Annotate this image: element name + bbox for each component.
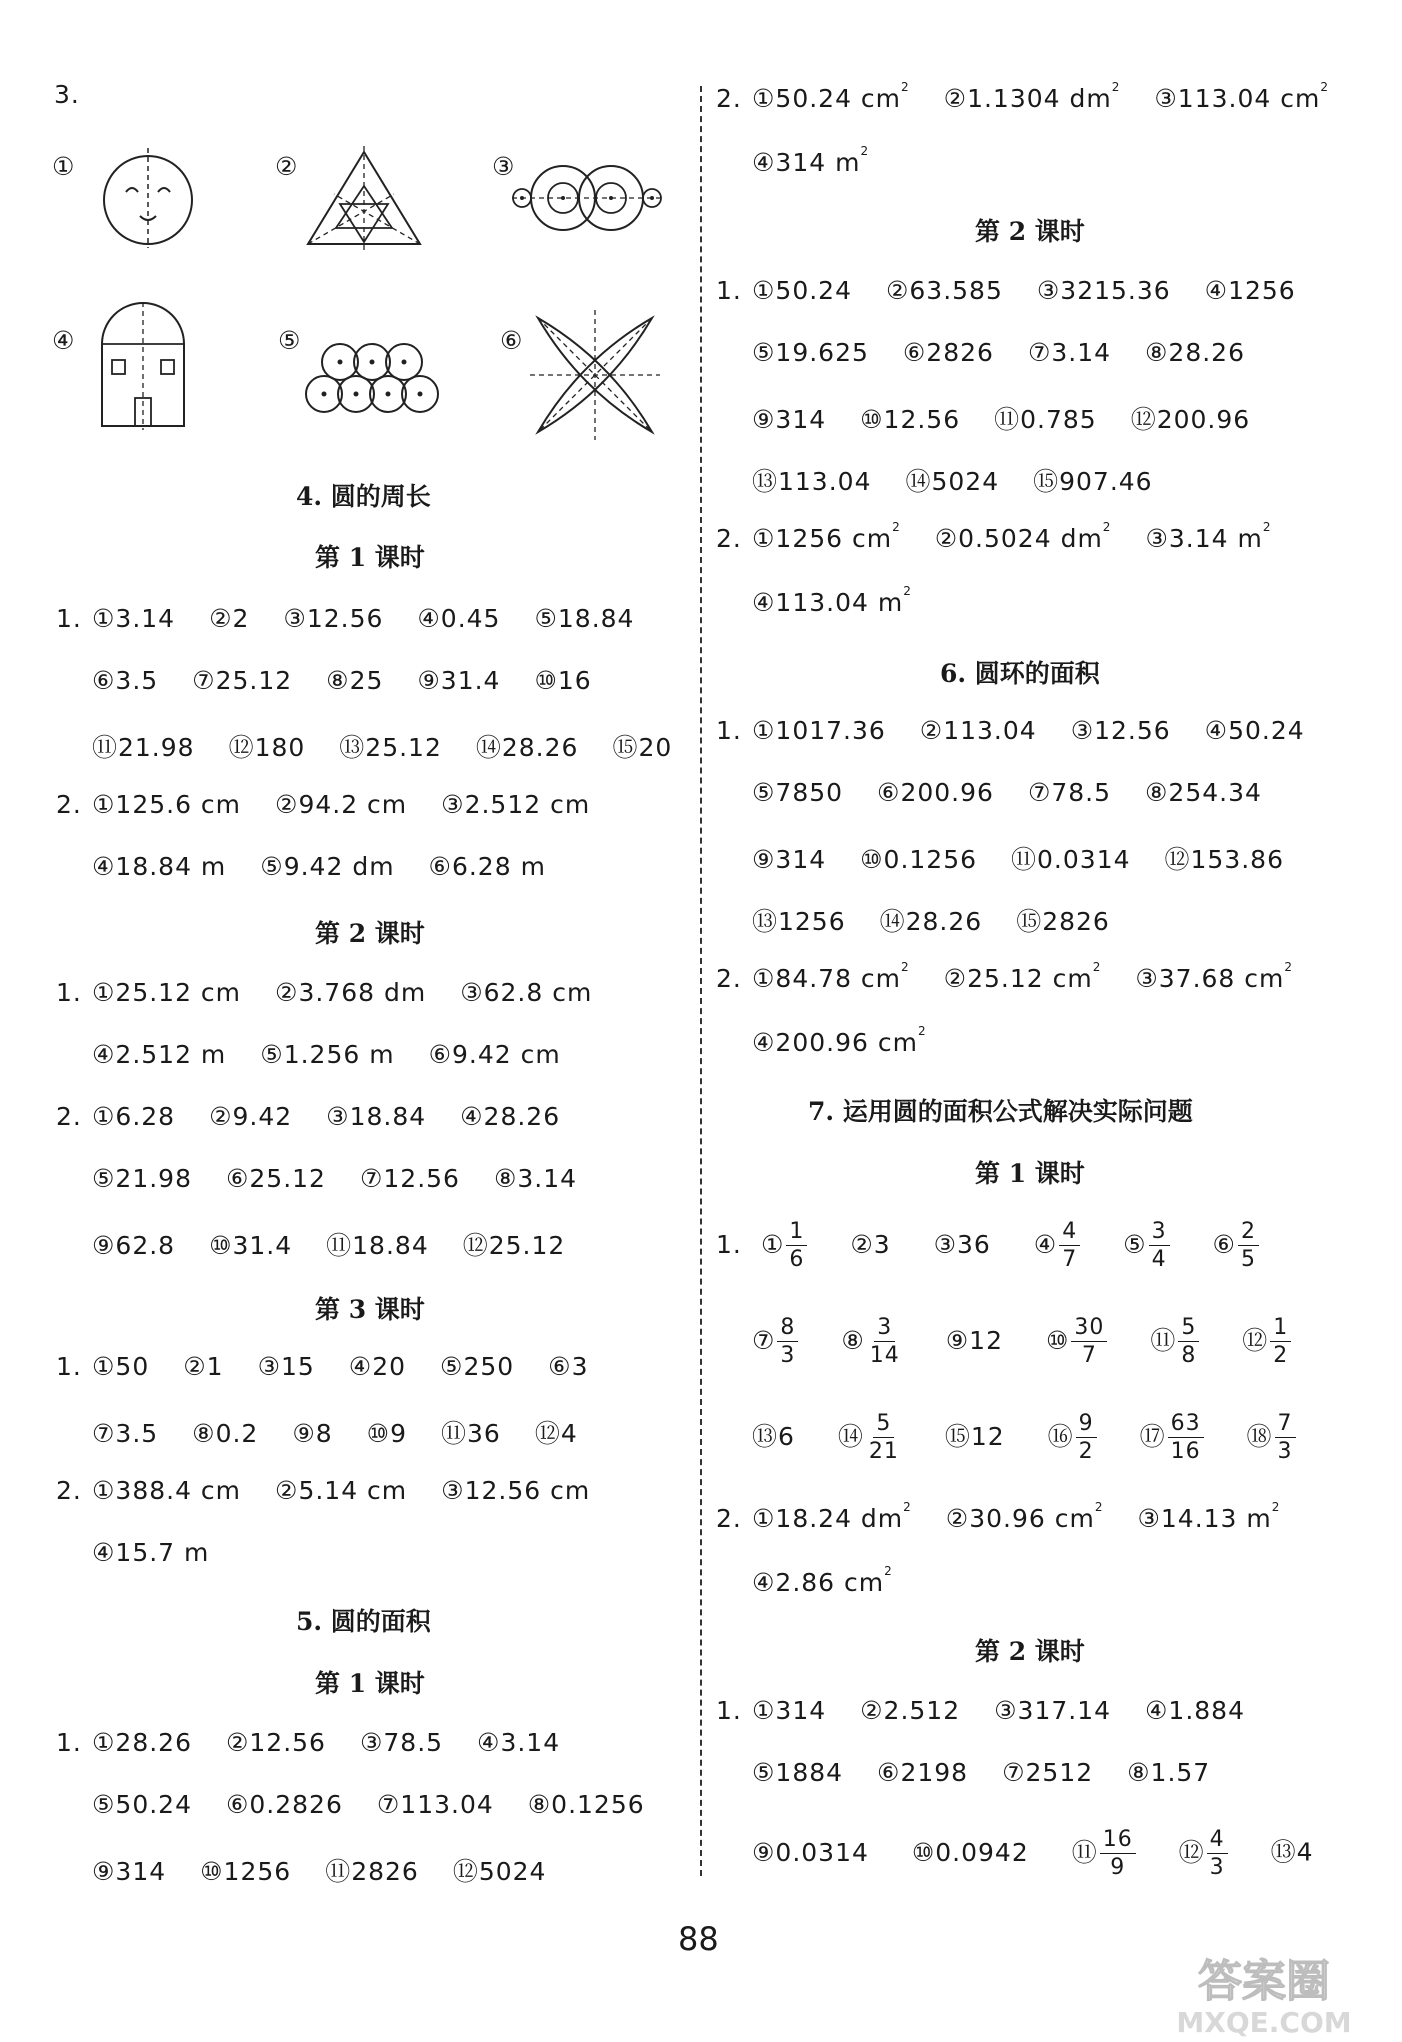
answer: ⑨8 [292,1419,333,1448]
r-l2-q1-row-1 [716,276,1296,305]
question-number: 2. [56,1476,82,1505]
answer: ①18.24 $dm^2$ [752,1500,912,1533]
question-number: 1. [56,1352,82,1381]
answer: ①3.14 [92,604,176,633]
answer: ⑪0.785 [994,405,1097,434]
s4-l1-q1-row-3 [92,728,672,764]
answer: ④314 $m^2$ [752,144,870,177]
answer: ⑫153.86 [1164,845,1284,874]
answer: ⑩1256 [200,1857,292,1886]
figure-circle-chain [512,160,662,236]
figure-label-6: ⑥ [500,326,523,355]
answer: ⑬113.04 [752,467,872,496]
problem-3-number: 3. [54,80,80,109]
answer: ⑩0.1256 [860,845,978,874]
s4-l2-q2-row-3 [92,1226,565,1262]
answer: ①314 [752,1696,827,1725]
s4-l2-q2-row-1 [56,1102,560,1131]
answer: ⑫5024 [452,1857,547,1886]
answer: ⑦113.04 [376,1790,494,1819]
answer: ⑤19.625 [752,338,869,367]
answer: ④113.04 $m^2$ [752,584,912,617]
answer: ①50.24 [752,276,852,305]
answer: ⑮2826 [1016,907,1110,936]
answer: ⑤9.42 dm [260,852,395,881]
answer: ③2.512 cm [441,790,591,819]
answer: ⑧0.2 [192,1419,259,1448]
figure-leaf-star [530,310,660,440]
answer: ⑥3.5 [92,666,159,695]
answer: ④200.96 $cm^2$ [752,1024,927,1057]
answer: ④1.884 [1145,1696,1245,1725]
answer: ⑩0.0942 [911,1837,1029,1867]
question-number: 2. [716,84,742,113]
answer: ⑫4 [534,1419,578,1448]
answer: ④50.24 [1204,716,1305,745]
figure-label-3: ③ [492,152,515,181]
right-q2-row-1 [716,80,1329,113]
s6-q1-row-1 [716,716,1305,745]
answer: ⑯ $\frac{9}{2}$ [1048,1422,1097,1451]
answer: ③78.5 [359,1728,444,1757]
answer: ⑬6 [752,1421,795,1451]
answer: ①125.6 cm [92,790,242,819]
answer: ②94.2 cm [275,790,408,819]
answer: ⑧1.57 [1127,1758,1211,1787]
answer: ⑨314 [752,405,827,434]
answer: ③113.04 $cm^2$ [1154,80,1329,113]
answer: ②25.12 $cm^2$ [943,960,1102,993]
s6-q2-row-2 [752,1024,927,1057]
answer: ⑮907.46 [1033,467,1153,496]
answer: ②9.42 [209,1102,293,1131]
answer: ⑫ $\frac{1}{2}$ [1242,1326,1291,1355]
answer: ④2.86 $cm^2$ [752,1564,893,1597]
question-number: 2. [56,790,82,819]
section-7-lesson-1-title: 第 1 课时 [975,1159,1085,1188]
answer: ④ $\frac{4}{7}$ [1034,1230,1080,1259]
question-number: 1. [716,276,742,305]
s4-l3-q1-row-2 [92,1414,578,1450]
section-4-lesson-3-title: 第 3 课时 [315,1295,425,1324]
answer: ⑤7850 [752,778,844,807]
answer: ⑭ $\frac{5}{21}$ [837,1411,899,1464]
question-number: 1. [716,1229,742,1259]
answer: ⑰ $\frac{63}{16}$ [1140,1422,1204,1451]
answer: ⑩31.4 [209,1231,293,1260]
s4-l2-q2-row-2 [92,1164,577,1193]
s4-l3-q1-row-1 [56,1352,589,1381]
answer: ⑱ $\frac{7}{3}$ [1247,1422,1296,1451]
answer: ⑦3.5 [92,1419,159,1448]
s4-l3-q2-row-2 [92,1538,209,1567]
answer: ⑨314 [752,845,827,874]
s4-l1-q1-row-2 [92,666,592,695]
watermark-logo [1134,1946,1394,2038]
answer: ⑫25.12 [462,1231,566,1260]
answer: ⑧3.14 [493,1164,578,1193]
s4-l2-q1-row-1 [56,978,592,1007]
answer: ⑥6.28 m [428,852,546,881]
answer: ②63.585 [885,276,1003,305]
s5-l1-q1-row-2 [92,1790,645,1819]
answer: ②12.56 [225,1728,326,1757]
answer: ⑬25.12 [339,733,442,762]
answer: ⑦78.5 [1027,778,1112,807]
answer: ③37.68 $cm^2$ [1135,960,1294,993]
r-l2-q1-row-3 [752,400,1250,436]
answer: ②1.1304 $dm^2$ [943,80,1121,113]
r-l2-q2-row-1 [716,520,1272,553]
svg-text:MXQE.COM: MXQE.COM [1176,2006,1352,2038]
answer: ②3.768 dm [275,978,427,1007]
answer: ④28.26 [460,1102,561,1131]
answer: ③3215.36 [1036,276,1171,305]
answer: ⑦2512 [1002,1758,1094,1787]
answer: ④15.7 m [92,1538,210,1567]
answer: ③18.84 [326,1102,427,1131]
answer: ⑦3.14 [1027,338,1112,367]
answer: ⑪2826 [325,1857,419,1886]
answer: ②2.512 [860,1696,961,1725]
section-4-lesson-1-title: 第 1 课时 [315,543,425,572]
answer: ②113.04 [919,716,1037,745]
answer: ⑪18.84 [326,1231,429,1260]
s7-l2-q1-row-1 [716,1696,1245,1725]
section-5-lesson-1-title: 第 1 课时 [315,1669,425,1698]
answer: ⑪ $\frac{5}{8}$ [1150,1326,1199,1355]
s6-q1-row-2 [752,778,1262,807]
answer: ④2.512 m [92,1040,227,1069]
answer: ⑧254.34 [1145,778,1262,807]
section-7-title: 7. 运用圆的面积公式解决实际问题 [808,1097,1193,1126]
answer: ③14.13 $m^2$ [1137,1500,1281,1533]
s6-q1-row-4 [752,902,1110,938]
answer: ⑨12 [945,1325,1003,1355]
answer: ①1017.36 [752,716,886,745]
section-5-title: 5. 圆的面积 [296,1607,431,1636]
right-q2-row-2 [752,144,870,177]
answer: ⑥0.2826 [225,1790,343,1819]
s4-l3-q2-row-1 [56,1476,590,1505]
s7-l1-q1-row-2 [752,1314,1291,1369]
section-6-title: 6. 圆环的面积 [940,659,1100,688]
answer: ⑪0.0314 [1011,845,1131,874]
r-l2-q1-row-2 [752,338,1245,367]
answer: ⑧28.26 [1145,338,1245,367]
answer: ①50.24 $cm^2$ [752,80,910,113]
s7-l1-q1-row-1 [716,1218,1259,1273]
answer: ⑮12 [944,1421,1005,1451]
answer: ⑬1256 [752,907,846,936]
answer: ⑨0.0314 [752,1837,869,1867]
answer: ⑧ $\frac{3}{14}$ [841,1315,900,1368]
answer: ③36 [933,1229,991,1259]
answer: ②30.96 $cm^2$ [945,1500,1104,1533]
answer: ④20 [348,1352,407,1381]
section-4-title: 4. 圆的周长 [296,482,431,511]
answer: ⑮20 [612,733,673,762]
answer: ① $\frac{1}{6}$ [761,1230,807,1259]
answer: ⑫180 [228,733,306,762]
s4-l1-q2-row-1 [56,790,590,819]
section-4-lesson-2-title: 第 2 课时 [315,919,425,948]
s4-l1-q2-row-2 [92,852,546,881]
answer: ⑦12.56 [359,1164,460,1193]
answer: ⑩16 [534,666,592,695]
figure-circle-stack [302,340,442,420]
question-number: 1. [716,716,742,745]
s5-l1-q1-row-3 [92,1852,546,1888]
s5-l1-q1-row-1 [56,1728,560,1757]
answer: ⑥25.12 [225,1164,326,1193]
figure-house [98,300,188,430]
section-7-lesson-2-title: 第 2 课时 [975,1637,1085,1666]
answer: ①28.26 [92,1728,192,1757]
s6-q2-row-1 [716,960,1294,993]
s7-l1-q2-row-1 [716,1500,1281,1533]
answer: ③3.14 $m^2$ [1145,520,1272,553]
answer: ⑥2198 [877,1758,969,1787]
s7-l1-q2-row-2 [752,1564,893,1597]
r-l2-q2-row-2 [752,584,912,617]
answer: ⑭28.26 [879,907,983,936]
answer: ⑭5024 [905,467,1000,496]
s4-l2-q1-row-2 [92,1040,561,1069]
answer: ②1 [183,1352,224,1381]
s7-l2-q1-row-3 [752,1826,1314,1881]
svg-text:答案圈: 答案圈 [1198,1956,1330,2007]
answer: ⑤50.24 [92,1790,192,1819]
answer: ⑥3 [548,1352,589,1381]
answer: ⑫200.96 [1130,405,1251,434]
answer: ②3 [850,1229,891,1259]
answer: ①50 [92,1352,150,1381]
answer: ③62.8 cm [460,978,593,1007]
answer: ③317.14 [994,1696,1112,1725]
question-number: 1. [56,1728,82,1757]
answer: ⑨314 [92,1857,167,1886]
answer: ⑧0.1256 [527,1790,645,1819]
answer: ⑤250 [440,1352,515,1381]
figure-label-2: ② [275,152,298,181]
answer: ②0.5024 $dm^2$ [934,520,1112,553]
answer: ⑫ $\frac{4}{3}$ [1179,1838,1228,1867]
r-l2-q1-row-4 [752,462,1153,498]
answer: ⑧25 [326,666,384,695]
answer: ①25.12 cm [92,978,242,1007]
question-number: 2. [716,1504,742,1533]
figure-label-5: ⑤ [278,326,301,355]
figure-label-4: ④ [52,326,75,355]
answer: ⑬4 [1270,1837,1314,1867]
answer: ⑤ $\frac{3}{4}$ [1123,1230,1169,1259]
answer: ①1256 $cm^2$ [752,520,901,553]
question-number: 2. [56,1102,82,1131]
answer: ⑪36 [441,1419,501,1448]
answer: ⑭28.26 [475,733,579,762]
answer: ④18.84 m [92,852,227,881]
page-number: 88 [678,1920,719,1958]
answer: ⑤18.84 [534,604,635,633]
answer: ⑪21.98 [92,733,195,762]
right-lesson-2-title: 第 2 课时 [975,217,1085,246]
question-number: 2. [716,524,742,553]
answer: ②5.14 cm [275,1476,408,1505]
answer: ④1256 [1204,276,1296,305]
answer: ①6.28 [92,1102,176,1131]
s7-l1-q1-row-3 [752,1410,1296,1465]
answer: ⑥ $\frac{2}{5}$ [1213,1230,1259,1259]
answer: ⑤1884 [752,1758,844,1787]
answer: ⑩ $\frac{30}{7}$ [1046,1326,1107,1355]
answer: ⑨31.4 [417,666,501,695]
answer: ③12.56 cm [441,1476,591,1505]
answer: ④3.14 [477,1728,561,1757]
s7-l2-q1-row-2 [752,1758,1210,1787]
answer: ⑥2826 [902,338,994,367]
answer: ⑥200.96 [877,778,994,807]
answer: ③12.56 [1070,716,1171,745]
answer: ⑩9 [366,1419,407,1448]
question-number: 1. [56,978,82,1007]
answer: ④0.45 [417,604,501,633]
column-divider [700,86,702,1876]
answer: ⑤21.98 [92,1164,192,1193]
answer: ⑪ $\frac{16}{9}$ [1072,1838,1136,1867]
answer: ⑦25.12 [192,666,293,695]
answer: ①388.4 cm [92,1476,242,1505]
question-number: 1. [56,604,82,633]
answer: ⑨62.8 [92,1231,176,1260]
answer: ⑩12.56 [860,405,961,434]
figure-smiling-face [98,148,198,248]
s6-q1-row-3 [752,840,1284,876]
answer: ③12.56 [283,604,384,633]
answer: ②2 [209,604,250,633]
question-number: 2. [716,964,742,993]
answer: ⑤1.256 m [260,1040,395,1069]
answer: ③15 [257,1352,315,1381]
s4-l1-q1-row-1 [56,604,634,633]
answer: ⑦ $\frac{8}{3}$ [752,1326,798,1355]
figure-triangle-star [302,146,426,250]
answer: ①84.78 $cm^2$ [752,960,910,993]
question-number: 1. [716,1696,742,1725]
answer: ⑥9.42 cm [428,1040,561,1069]
figure-label-1: ① [52,152,75,181]
